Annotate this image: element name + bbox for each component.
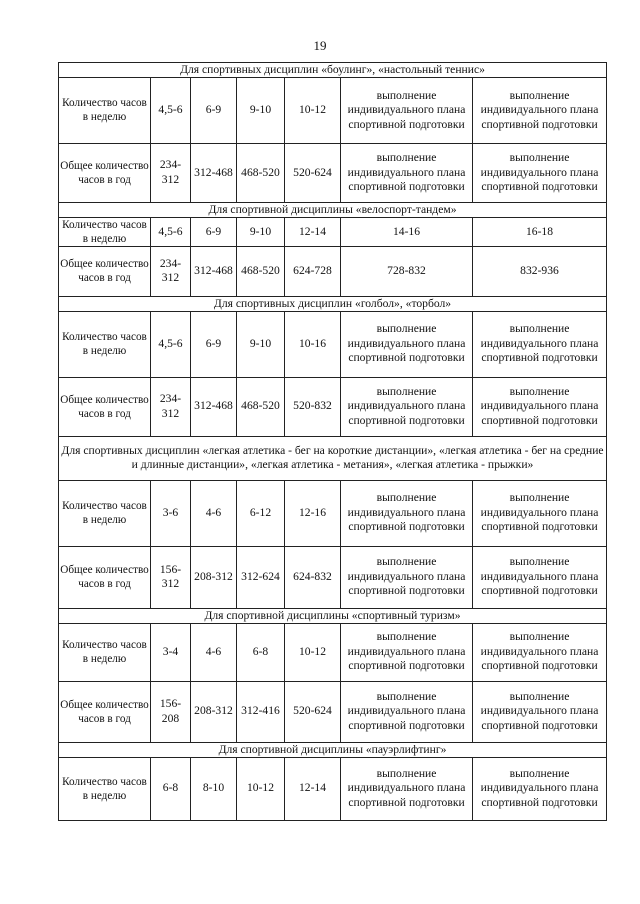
table-cell: 312-624 (237, 546, 285, 608)
table-cell: 312-416 (237, 681, 285, 742)
table-cell: 4-6 (191, 623, 237, 681)
row-label: Количество часов в неделю (59, 623, 151, 681)
table-cell: выполнение индивидуального плана спортивной подготовки (341, 546, 473, 608)
table-cell: выполнение индивидуального плана спортивной подготовки (473, 77, 607, 143)
table-cell: 12-14 (285, 757, 341, 820)
page-number: 19 (313, 38, 327, 53)
table-cell: 156-312 (151, 546, 191, 608)
table-cell: 624-728 (285, 246, 341, 296)
table-cell: 3-4 (151, 623, 191, 681)
table-row (59, 246, 607, 296)
table-cell: выполнение индивидуального плана спортивной подготовки (341, 757, 473, 820)
table-cell: выполнение индивидуального плана спортивной подготовки (473, 480, 607, 546)
row-label: Количество часов в неделю (59, 480, 151, 546)
table-cell: выполнение индивидуального плана спортивной подготовки (341, 681, 473, 742)
table-cell: 624-832 (285, 546, 341, 608)
table-cell: 520-832 (285, 377, 341, 436)
table-cell: 10-12 (285, 77, 341, 143)
table-cell: 12-14 (285, 217, 341, 246)
table-cell: выполнение индивидуального плана спортивной подготовки (473, 311, 607, 377)
table-cell: 234-312 (151, 246, 191, 296)
table-row (59, 217, 607, 246)
table-cell: 234-312 (151, 143, 191, 202)
table-cell: 10-12 (237, 757, 285, 820)
row-label: Общее количество часов в год (59, 546, 151, 608)
row-label: Количество часов в неделю (59, 311, 151, 377)
table-cell: 10-16 (285, 311, 341, 377)
table-cell: 520-624 (285, 681, 341, 742)
table-row (59, 377, 607, 436)
table-cell: выполнение индивидуального плана спортивной подготовки (473, 681, 607, 742)
table-cell: 4,5-6 (151, 217, 191, 246)
table-cell: 9-10 (237, 311, 285, 377)
table-cell: 520-624 (285, 143, 341, 202)
table-cell: 6-12 (237, 480, 285, 546)
table-cell: 6-9 (191, 217, 237, 246)
row-label: Общее количество часов в год (59, 681, 151, 742)
table-row (59, 546, 607, 608)
table-row (59, 77, 607, 143)
table-cell: 312-468 (191, 377, 237, 436)
row-label: Общее количество часов в год (59, 246, 151, 296)
table-cell: выполнение индивидуального плана спортивной подготовки (341, 480, 473, 546)
table-cell: выполнение индивидуального плана спортивной подготовки (473, 757, 607, 820)
section-header-row (59, 296, 607, 311)
table-cell: 208-312 (191, 546, 237, 608)
table-row (59, 480, 607, 546)
table-cell: 3-6 (151, 480, 191, 546)
table-cell: 4-6 (191, 480, 237, 546)
table-cell: 156-208 (151, 681, 191, 742)
table-cell: выполнение индивидуального плана спортивной подготовки (473, 377, 607, 436)
table-cell: 16-18 (473, 217, 607, 246)
row-label: Общее количество часов в год (59, 143, 151, 202)
table-cell: выполнение индивидуального плана спортивной подготовки (341, 311, 473, 377)
table-cell: 6-8 (237, 623, 285, 681)
table-cell: 6-9 (191, 311, 237, 377)
table-cell: 6-8 (151, 757, 191, 820)
table-cell: 14-16 (341, 217, 473, 246)
table-row (59, 681, 607, 742)
section-header-row (59, 742, 607, 757)
table-cell: 728-832 (341, 246, 473, 296)
table-cell: 234-312 (151, 377, 191, 436)
row-label: Количество часов в неделю (59, 757, 151, 820)
table-cell: 9-10 (237, 217, 285, 246)
row-label: Количество часов в неделю (59, 217, 151, 246)
table-cell: 10-12 (285, 623, 341, 681)
section-title: Для спортивных дисциплин «голбол», «торбол» (59, 296, 607, 311)
table-cell: выполнение индивидуального плана спортивной подготовки (473, 546, 607, 608)
table-cell: 4,5-6 (151, 77, 191, 143)
section-title: Для спортивной дисциплины «велоспорт-тандем» (59, 202, 607, 217)
table-row (59, 311, 607, 377)
table-cell: 312-468 (191, 246, 237, 296)
section-title: Для спортивной дисциплины «пауэрлифтинг» (59, 742, 607, 757)
training-hours-table (58, 62, 607, 821)
table-cell: 208-312 (191, 681, 237, 742)
table-cell: 12-16 (285, 480, 341, 546)
table-row (59, 757, 607, 820)
table-cell: 468-520 (237, 246, 285, 296)
table-cell: 468-520 (237, 143, 285, 202)
table-cell: выполнение индивидуального плана спортивной подготовки (341, 77, 473, 143)
section-title: Для спортивных дисциплин «боулинг», «настольный теннис» (59, 63, 607, 78)
row-label: Общее количество часов в год (59, 377, 151, 436)
section-title: Для спортивных дисциплин «легкая атлетика - бег на короткие дистанции», «легкая атлетика - бег на средние и длинные дистанции», «легкая атлетика - метания», «легкая атлетика - прыжки» (59, 436, 607, 480)
table-cell: выполнение индивидуального плана спортивной подготовки (341, 623, 473, 681)
table-cell: 468-520 (237, 377, 285, 436)
table-cell: 4,5-6 (151, 311, 191, 377)
section-header-row (59, 608, 607, 623)
section-header-row (59, 63, 607, 78)
section-header-row (59, 436, 607, 480)
table-cell: выполнение индивидуального плана спортивной подготовки (341, 143, 473, 202)
table-cell: выполнение индивидуального плана спортивной подготовки (473, 623, 607, 681)
section-header-row (59, 202, 607, 217)
table-cell: 832-936 (473, 246, 607, 296)
table-cell: 6-9 (191, 77, 237, 143)
table-cell: 8-10 (191, 757, 237, 820)
table-cell: 9-10 (237, 77, 285, 143)
table-cell: выполнение индивидуального плана спортивной подготовки (473, 143, 607, 202)
table-cell: 312-468 (191, 143, 237, 202)
section-title: Для спортивной дисциплины «спортивный туризм» (59, 608, 607, 623)
row-label: Количество часов в неделю (59, 77, 151, 143)
table-cell: выполнение индивидуального плана спортивной подготовки (341, 377, 473, 436)
table-row (59, 623, 607, 681)
table-row (59, 143, 607, 202)
